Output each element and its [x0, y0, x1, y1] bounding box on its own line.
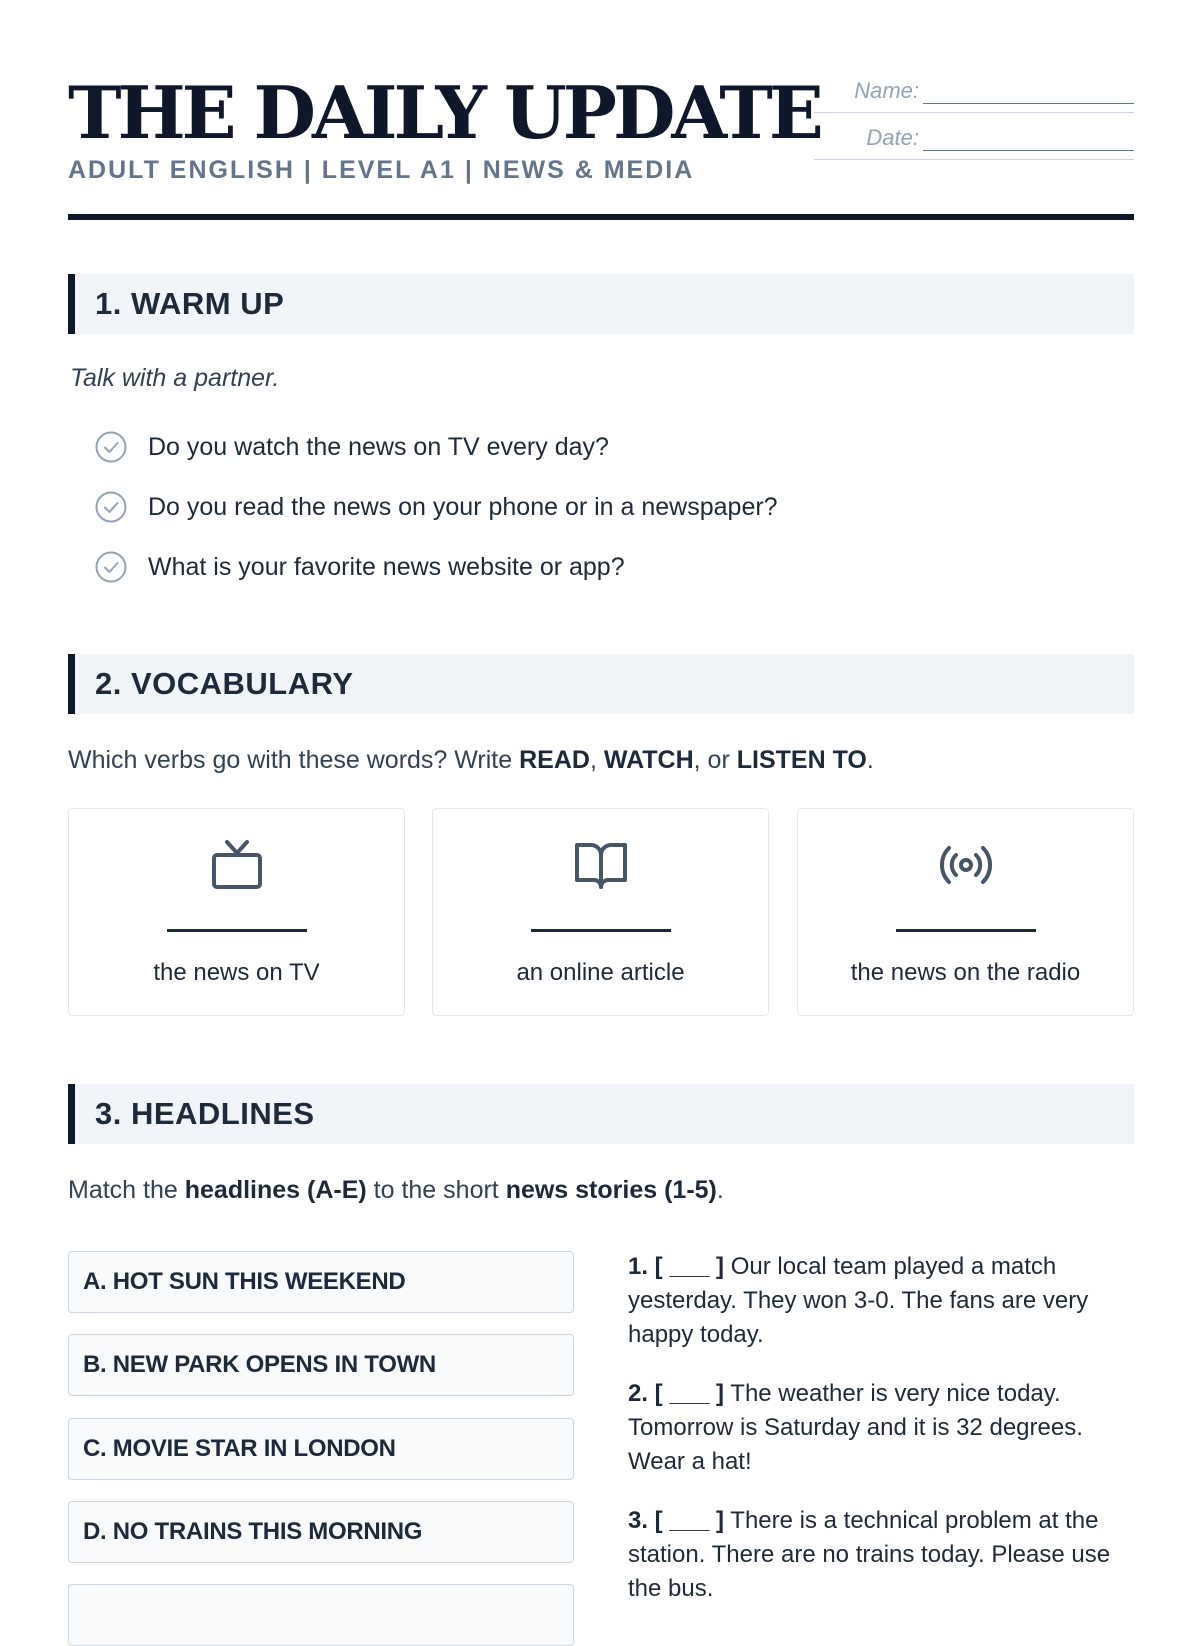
page-subtitle: ADULT ENGLISH | LEVEL A1 | NEWS & MEDIA [68, 156, 695, 184]
tv-icon [209, 837, 265, 893]
news-story [628, 1377, 1138, 1479]
headline-box[interactable] [68, 1501, 574, 1563]
instruction-text: , or [693, 746, 737, 774]
instruction-text: to the short [366, 1176, 506, 1204]
radio-broadcast-icon [938, 837, 994, 893]
headline-box[interactable] [68, 1584, 574, 1646]
headline-box[interactable] [68, 1334, 574, 1396]
news-story [628, 1504, 1138, 1606]
headline-text: C. MOVIE STAR IN LONDON [83, 1435, 396, 1462]
page-title: THE DAILY UPDATE [68, 70, 820, 155]
section-title: 3. HEADLINES [95, 1096, 315, 1131]
answer-blank[interactable] [167, 929, 307, 932]
headline-text: A. HOT SUN THIS WEEKEND [83, 1268, 406, 1295]
question-text: Do you watch the news on TV every day? [148, 432, 609, 461]
name-row [814, 66, 1134, 113]
question-text: What is your favorite news website or app? [148, 552, 625, 581]
section-heading-warmup [68, 274, 1134, 334]
warmup-question [94, 550, 625, 584]
student-info [814, 66, 1134, 160]
story-number[interactable]: 1. [ ___ ] [628, 1253, 725, 1280]
headline-box[interactable] [68, 1418, 574, 1480]
section-heading-vocabulary [68, 654, 1134, 714]
story-text: Our local team played a match yesterday. They won 3-0. The fans are very happy today. [628, 1253, 1089, 1348]
section-title: 1. WARM UP [95, 286, 285, 321]
date-row [814, 113, 1134, 160]
verb-watch: WATCH [603, 746, 694, 774]
check-circle-icon [94, 430, 128, 464]
date-blank[interactable] [923, 130, 1134, 151]
warmup-question [94, 430, 609, 464]
story-text: There is a technical problem at the station. There are no trains today. Please use the bus. [628, 1507, 1111, 1602]
vocab-card [797, 808, 1134, 1016]
instruction-text: , [589, 746, 604, 774]
verb-listen-to: LISTEN TO [736, 746, 867, 774]
vocabulary-instruction [68, 746, 874, 775]
check-circle-icon [94, 550, 128, 584]
vocab-card [432, 808, 769, 1016]
story-number[interactable]: 3. [ ___ ] [628, 1507, 725, 1534]
name-label: Name: [854, 78, 919, 103]
instruction-text: Which verbs go with these words? Write [68, 746, 520, 774]
masthead [68, 66, 1134, 222]
story-number[interactable]: 2. [ ___ ] [628, 1380, 725, 1407]
headline-text: B. NEW PARK OPENS IN TOWN [83, 1351, 436, 1378]
vocab-card [68, 808, 405, 1016]
news-story [628, 1250, 1138, 1352]
name-blank[interactable] [923, 83, 1134, 104]
answer-blank[interactable] [531, 929, 671, 932]
answer-blank[interactable] [896, 929, 1036, 932]
book-icon [573, 837, 629, 893]
instruction-bold: news stories (1-5) [505, 1176, 717, 1204]
instruction-bold: headlines (A-E) [184, 1176, 367, 1204]
check-circle-icon [94, 490, 128, 524]
masthead-divider [68, 214, 1134, 220]
instruction-text: Match the [68, 1176, 185, 1204]
vocab-phrase: the news on TV [153, 959, 320, 986]
date-label: Date: [866, 125, 919, 150]
vocab-phrase: an online article [516, 959, 685, 986]
section-heading-headlines [68, 1084, 1134, 1144]
question-text: Do you read the news on your phone or in a newspaper? [148, 492, 778, 521]
warmup-instruction: Talk with a partner. [70, 364, 280, 392]
vocab-phrase: the news on the radio [850, 959, 1081, 986]
instruction-text: . [866, 746, 874, 774]
headline-text: D. NO TRAINS THIS MORNING [83, 1518, 423, 1545]
headlines-instruction [68, 1176, 724, 1205]
verb-read: READ [519, 746, 590, 774]
warmup-question [94, 490, 778, 524]
headline-box[interactable] [68, 1251, 574, 1313]
instruction-text: . [716, 1176, 724, 1204]
story-text: The weather is very nice today. Tomorrow is Saturday and it is 32 degrees. Wear a hat! [628, 1380, 1083, 1475]
section-title: 2. VOCABULARY [95, 666, 354, 701]
